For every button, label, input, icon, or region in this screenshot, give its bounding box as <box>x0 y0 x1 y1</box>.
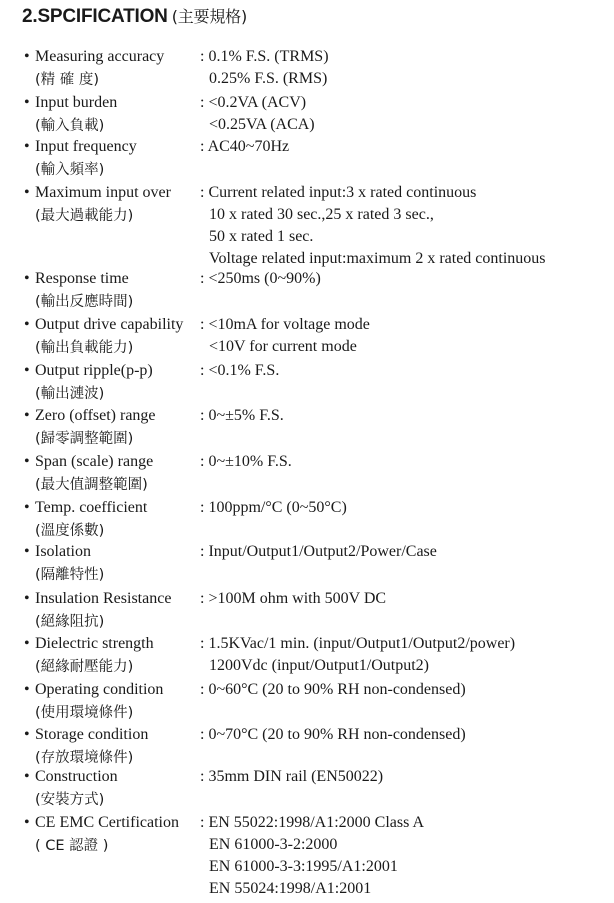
spec-label-en: Isolation <box>35 543 91 560</box>
spec-label-en: Output ripple(p-p) <box>35 362 153 379</box>
spec-label-cn: (輸出負載能力) <box>35 340 134 356</box>
bullet-icon: • <box>24 590 30 607</box>
spec-value: : <0.1% F.S. <box>200 362 280 379</box>
spec-value: : <10mA for voltage mode <box>200 316 370 333</box>
bullet-icon: • <box>24 270 30 287</box>
spec-value: EN 61000-3-3:1995/A1:2001 <box>209 858 398 875</box>
spec-label-cn: (輸入負載) <box>35 118 105 134</box>
spec-label-en: Operating condition <box>35 681 164 698</box>
spec-value: : 100ppm/°C (0~50°C) <box>200 499 347 516</box>
spec-label-en: Temp. coefficient <box>35 499 148 516</box>
spec-label-en: Dielectric strength <box>35 635 154 652</box>
spec-label-en: Span (scale) range <box>35 453 154 470</box>
spec-value: : >100M ohm with 500V DC <box>200 590 387 607</box>
spec-label-cn: (精 確 度) <box>35 72 100 88</box>
spec-label-en: Maximum input over <box>35 184 171 201</box>
spec-value: 10 x rated 30 sec.,25 x rated 3 sec., <box>209 206 434 223</box>
spec-value: : <0.2VA (ACV) <box>200 94 307 111</box>
spec-label-cn: (歸零調整範圍) <box>35 431 134 447</box>
spec-value: <10V for current mode <box>209 338 357 355</box>
spec-value: <0.25VA (ACA) <box>209 116 315 133</box>
bullet-icon: • <box>24 768 30 785</box>
spec-value: : <250ms (0~90%) <box>200 270 321 287</box>
spec-value: : 35mm DIN rail (EN50022) <box>200 768 384 785</box>
spec-value: : Current related input:3 x rated continuous <box>200 184 477 201</box>
spec-value: : 0~±5% F.S. <box>200 407 284 424</box>
spec-value: EN 55024:1998/A1:2001 <box>209 880 372 897</box>
spec-label-en: Input frequency <box>35 138 137 155</box>
spec-value: 50 x rated 1 sec. <box>209 228 314 245</box>
bullet-icon: • <box>24 681 30 698</box>
bullet-icon: • <box>24 543 30 560</box>
spec-label-cn: (隔離特性) <box>35 567 105 583</box>
spec-label-en: Insulation Resistance <box>35 590 172 607</box>
spec-value: : 0~±10% F.S. <box>200 453 292 470</box>
spec-label-cn: (輸出反應時間) <box>35 294 134 310</box>
bullet-icon: • <box>24 316 30 333</box>
spec-label-en: CE EMC Certification <box>35 814 179 831</box>
spec-label-cn: (絕緣阻抗) <box>35 614 105 630</box>
bullet-icon: • <box>24 94 30 111</box>
bullet-icon: • <box>24 407 30 424</box>
spec-label-cn: (溫度係數) <box>35 523 105 539</box>
spec-label-en: Input burden <box>35 94 118 111</box>
spec-label-cn: (最大值調整範圍) <box>35 477 148 493</box>
spec-label-en: Storage condition <box>35 726 149 743</box>
spec-value: : Input/Output1/Output2/Power/Case <box>200 543 437 560</box>
spec-label-cn: (使用環境條件) <box>35 705 134 721</box>
spec-value: : AC40~70Hz <box>200 138 290 155</box>
bullet-icon: • <box>24 48 30 65</box>
spec-label-cn: (輸入頻率) <box>35 162 105 178</box>
bullet-icon: • <box>24 726 30 743</box>
spec-label-en: Zero (offset) range <box>35 407 156 424</box>
spec-label-cn: (絕緣耐壓能力) <box>35 659 134 675</box>
spec-value: 0.25% F.S. (RMS) <box>209 70 328 87</box>
section-subtitle: (主要規格) <box>171 7 247 26</box>
bullet-icon: • <box>24 362 30 379</box>
spec-label-en: Measuring accuracy <box>35 48 165 65</box>
spec-label-en: Response time <box>35 270 129 287</box>
spec-label-cn: (安裝方式) <box>35 792 105 808</box>
bullet-icon: • <box>24 138 30 155</box>
spec-value: : 0.1% F.S. (TRMS) <box>200 48 329 65</box>
spec-value: : 1.5KVac/1 min. (input/Output1/Output2/power) <box>200 635 516 652</box>
bullet-icon: • <box>24 453 30 470</box>
spec-label-en: Output drive capability <box>35 316 184 333</box>
spec-value: EN 61000-3-2:2000 <box>209 836 338 853</box>
bullet-icon: • <box>24 184 30 201</box>
spec-value: : 0~70°C (20 to 90% RH non-condensed) <box>200 726 466 743</box>
spec-value: 1200Vdc (input/Output1/Output2) <box>209 657 429 674</box>
spec-value: : 0~60°C (20 to 90% RH non-condensed) <box>200 681 466 698</box>
bullet-icon: • <box>24 499 30 516</box>
section-title: 2.SPCIFICATION <box>22 6 168 27</box>
spec-value: Voltage related input:maximum 2 x rated continuous <box>209 250 546 267</box>
spec-value: : EN 55022:1998/A1:2000 Class A <box>200 814 425 831</box>
spec-label-cn: (最大過載能力) <box>35 208 134 224</box>
bullet-icon: • <box>24 635 30 652</box>
spec-label-cn: (存放環境條件) <box>35 750 134 766</box>
spec-label-cn: (輸出漣波) <box>35 386 105 402</box>
spec-label-cn: ( CE 認證 ) <box>35 838 109 854</box>
spec-label-en: Construction <box>35 768 118 785</box>
bullet-icon: • <box>24 814 30 831</box>
